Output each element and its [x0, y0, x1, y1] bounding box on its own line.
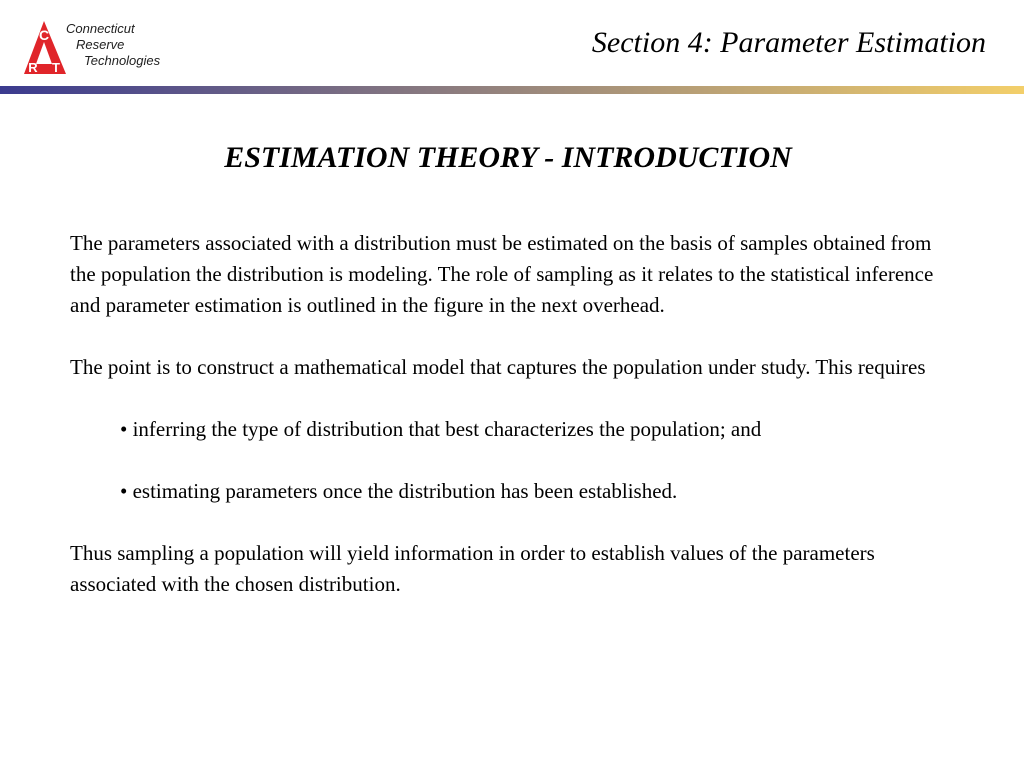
logo-text-line1: Connecticut [66, 21, 135, 36]
slide-heading: ESTIMATION THEORY - INTRODUCTION [224, 141, 792, 174]
logo-letter-r: R [28, 60, 38, 75]
logo-letter-t: T [52, 60, 60, 75]
bullet-item-2: • estimating parameters once the distribution has been established. [120, 479, 678, 503]
paragraph-2: The point is to construct a mathematical model that captures the population under study. This requires [70, 355, 926, 379]
bullet-item-1: • inferring the type of distribution that best characterizes the population; and [120, 417, 762, 441]
paragraph-1: The parameters associated with a distribution must be estimated on the basis of samples obtained from the population the distribution is modeling. The role of sampling as it relates to the statistical inference and parameter estimation is outlined in the figure in the next overhead. [70, 231, 934, 317]
slide-body [70, 228, 950, 600]
paragraph-3: Thus sampling a population will yield information in order to establish values of the parameters associated with the chosen distribution. [70, 541, 875, 596]
logo-text-line3: Technologies [84, 53, 161, 68]
company-logo [22, 18, 192, 78]
header-gradient-bar [0, 86, 1024, 94]
logo-text-line2: Reserve [76, 37, 125, 52]
logo-letter-c: C [38, 27, 50, 43]
section-title: Section 4: Parameter Estimation [591, 26, 986, 59]
